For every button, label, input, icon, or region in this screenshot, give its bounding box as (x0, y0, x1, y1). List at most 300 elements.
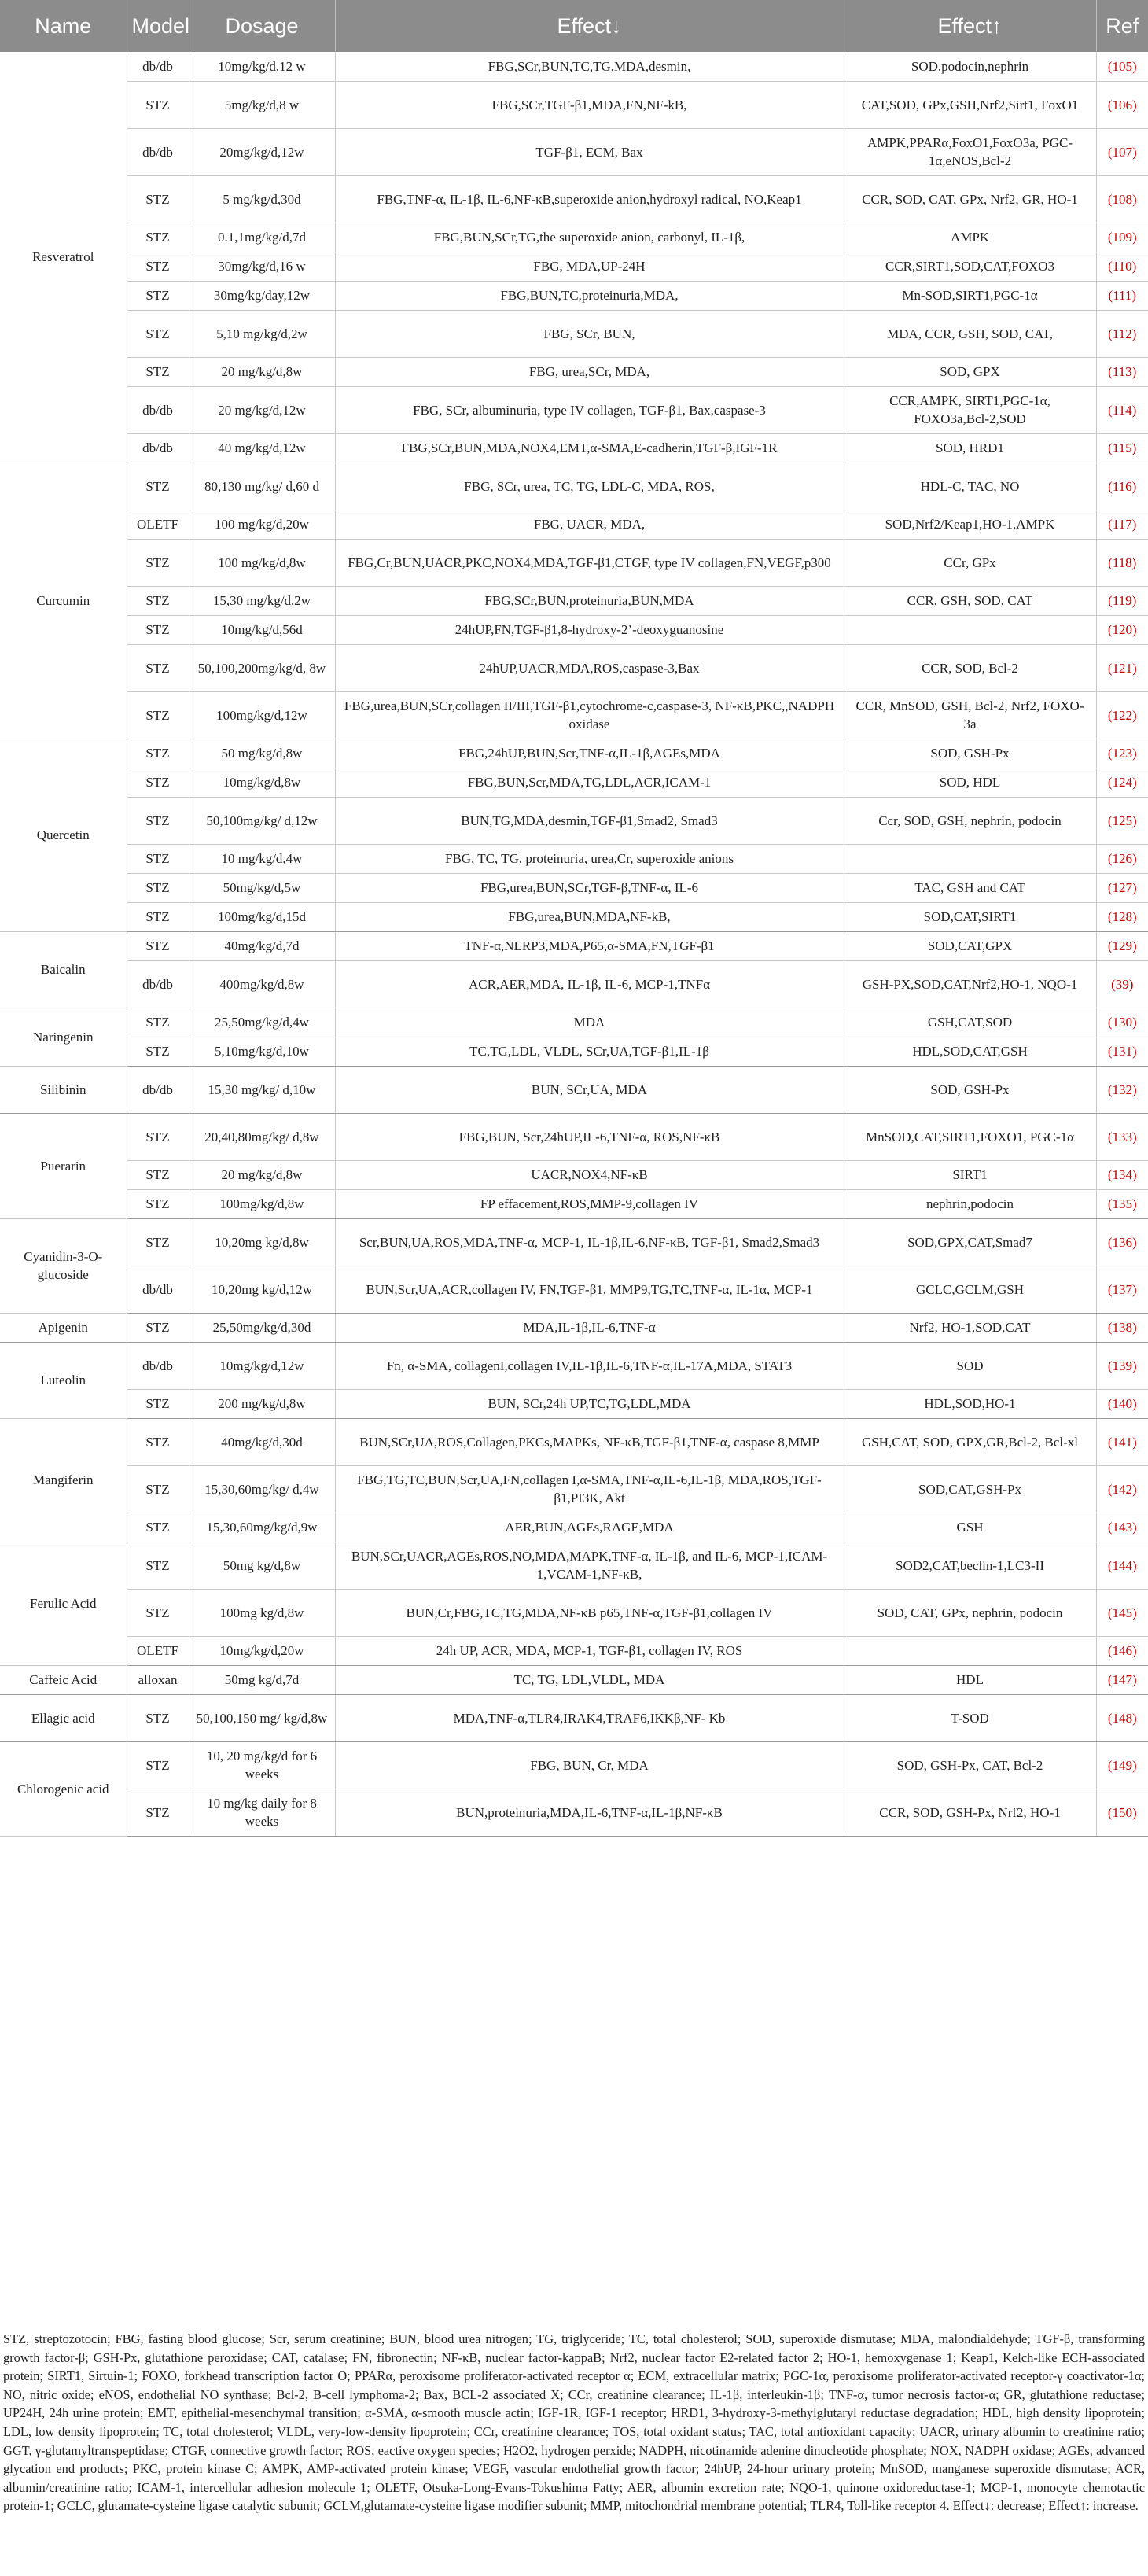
model-cell: STZ (127, 1037, 189, 1066)
table-row (0, 1465, 1148, 1513)
ref-cell: (116) (1096, 463, 1148, 510)
compound-name: Silibinin (0, 1066, 127, 1113)
effect-increase-cell (844, 615, 1096, 644)
ref-cell: (127) (1096, 873, 1148, 902)
table-row (0, 386, 1148, 433)
dosage-cell: 10mg/kg/d,12w (189, 1342, 335, 1389)
effect-decrease-cell: 24hUP,UACR,MDA,ROS,caspase-3,Bax (335, 644, 844, 691)
dosage-cell: 25,50mg/kg/d,4w (189, 1008, 335, 1037)
model-cell: STZ (127, 1218, 189, 1266)
header-effect-increase: Effect↑ (844, 0, 1096, 52)
effect-increase-cell: SOD,CAT,SIRT1 (844, 902, 1096, 931)
effect-increase-cell: CAT,SOD, GPx,GSH,Nrf2,Sirt1, FoxO1 (844, 81, 1096, 128)
effect-increase-cell: CCR, SOD, Bcl-2 (844, 644, 1096, 691)
table-row (0, 510, 1148, 539)
model-cell: STZ (127, 1189, 189, 1218)
effect-increase-cell: HDL,SOD,CAT,GSH (844, 1037, 1096, 1066)
dosage-cell: 5 mg/kg/d,30d (189, 175, 335, 223)
model-cell: STZ (127, 1694, 189, 1741)
effect-increase-cell: SOD,Nrf2/Keap1,HO-1,AMPK (844, 510, 1096, 539)
dosage-cell: 30mg/kg/d,16 w (189, 252, 335, 281)
effect-increase-cell: GCLC,GCLM,GSH (844, 1266, 1096, 1313)
ref-cell: (123) (1096, 739, 1148, 768)
dosage-cell: 5,10 mg/kg/d,2w (189, 310, 335, 357)
effect-decrease-cell: BUN,SCr,UA,ROS,Collagen,PKCs,MAPKs, NF-κB,TGF-β1,TNF-α, caspase 8,MMP (335, 1418, 844, 1465)
ref-cell: (124) (1096, 768, 1148, 797)
compound-name: Mangiferin (0, 1418, 127, 1542)
effect-increase-cell: Mn-SOD,SIRT1,PGC-1α (844, 281, 1096, 310)
compound-name: Ferulic Acid (0, 1542, 127, 1665)
table-row (0, 1066, 1148, 1113)
ref-cell: (109) (1096, 223, 1148, 252)
dosage-cell: 400mg/kg/d,8w (189, 960, 335, 1008)
compound-name: Resveratrol (0, 52, 127, 463)
dosage-cell: 0.1,1mg/kg/d,7d (189, 223, 335, 252)
ref-cell: (136) (1096, 1218, 1148, 1266)
effect-increase-cell: SOD,GPX,CAT,Smad7 (844, 1218, 1096, 1266)
dosage-cell: 40 mg/kg/d,12w (189, 433, 335, 463)
ref-cell: (140) (1096, 1389, 1148, 1418)
dosage-cell: 15,30,60mg/kg/ d,4w (189, 1465, 335, 1513)
model-cell: STZ (127, 1160, 189, 1189)
effect-decrease-cell: FBG,Cr,BUN,UACR,PKC,NOX4,MDA,TGF-β1,CTGF, type IV collagen,FN,VEGF,p300 (335, 539, 844, 586)
table-row (0, 586, 1148, 615)
dosage-cell: 15,30,60mg/kg/d,9w (189, 1513, 335, 1542)
model-cell: OLETF (127, 510, 189, 539)
dosage-cell: 5,10mg/kg/d,10w (189, 1037, 335, 1066)
table-row (0, 175, 1148, 223)
model-cell: STZ (127, 357, 189, 386)
effect-decrease-cell: FP effacement,ROS,MMP-9,collagen IV (335, 1189, 844, 1218)
table-row (0, 615, 1148, 644)
model-cell: OLETF (127, 1636, 189, 1665)
compound-name: Apigenin (0, 1313, 127, 1342)
dosage-cell: 80,130 mg/kg/ d,60 d (189, 463, 335, 510)
effect-increase-cell: nephrin,podocin (844, 1189, 1096, 1218)
ref-cell: (134) (1096, 1160, 1148, 1189)
dosage-cell: 10mg/kg/d,20w (189, 1636, 335, 1665)
dosage-cell: 30mg/kg/day,12w (189, 281, 335, 310)
ref-cell: (135) (1096, 1189, 1148, 1218)
effect-increase-cell: GSH (844, 1513, 1096, 1542)
table-row (0, 902, 1148, 931)
table-row (0, 1008, 1148, 1037)
effect-decrease-cell: FBG,BUN,SCr,TG,the superoxide anion, carbonyl, IL-1β, (335, 223, 844, 252)
effect-increase-cell (844, 844, 1096, 873)
dosage-cell: 50,100,200mg/kg/d, 8w (189, 644, 335, 691)
table-row (0, 1589, 1148, 1636)
effect-decrease-cell: Scr,BUN,UA,ROS,MDA,TNF-α, MCP-1, IL-1β,IL-6,NF-κB, TGF-β1, Smad2,Smad3 (335, 1218, 844, 1266)
table-row (0, 433, 1148, 463)
model-cell: STZ (127, 1465, 189, 1513)
effect-decrease-cell: UACR,NOX4,NF-κB (335, 1160, 844, 1189)
ref-cell: (118) (1096, 539, 1148, 586)
table-row (0, 644, 1148, 691)
effect-increase-cell: HDL (844, 1665, 1096, 1694)
table-row (0, 128, 1148, 175)
model-cell: STZ (127, 739, 189, 768)
dosage-cell: 100mg kg/d,8w (189, 1589, 335, 1636)
model-cell: STZ (127, 768, 189, 797)
dosage-cell: 10, 20 mg/kg/d for 6 weeks (189, 1741, 335, 1789)
ref-cell: (106) (1096, 81, 1148, 128)
table-row (0, 1513, 1148, 1542)
ref-cell: (119) (1096, 586, 1148, 615)
effect-decrease-cell: MDA,IL-1β,IL-6,TNF-α (335, 1313, 844, 1342)
table-row (0, 357, 1148, 386)
effect-increase-cell: CCr, GPx (844, 539, 1096, 586)
model-cell: STZ (127, 281, 189, 310)
ref-cell: (39) (1096, 960, 1148, 1008)
effect-increase-cell: SOD2,CAT,beclin-1,LC3-II (844, 1542, 1096, 1589)
table-row (0, 1113, 1148, 1160)
model-cell: db/db (127, 433, 189, 463)
effect-decrease-cell: FBG,BUN,TC,proteinuria,MDA, (335, 281, 844, 310)
effect-increase-cell: HDL,SOD,HO-1 (844, 1389, 1096, 1418)
dosage-cell: 5mg/kg/d,8 w (189, 81, 335, 128)
model-cell: db/db (127, 1266, 189, 1313)
model-cell: STZ (127, 1389, 189, 1418)
effect-decrease-cell: BUN, SCr,24h UP,TC,TG,LDL,MDA (335, 1389, 844, 1418)
model-cell: STZ (127, 644, 189, 691)
effect-decrease-cell: FBG, SCr, BUN, (335, 310, 844, 357)
model-cell: STZ (127, 691, 189, 739)
table-row (0, 1665, 1148, 1694)
table-row (0, 1741, 1148, 1789)
effect-increase-cell: TAC, GSH and CAT (844, 873, 1096, 902)
ref-cell: (141) (1096, 1418, 1148, 1465)
effect-decrease-cell: FBG,BUN,Scr,MDA,TG,LDL,ACR,ICAM-1 (335, 768, 844, 797)
effect-decrease-cell: MDA (335, 1008, 844, 1037)
dosage-cell: 50mg/kg/d,5w (189, 873, 335, 902)
effect-decrease-cell: TGF-β1, ECM, Bax (335, 128, 844, 175)
table-row (0, 931, 1148, 960)
ref-cell: (138) (1096, 1313, 1148, 1342)
effect-decrease-cell: FBG,SCr,BUN,TC,TG,MDA,desmin, (335, 52, 844, 81)
effect-increase-cell: SOD,CAT,GPX (844, 931, 1096, 960)
ref-cell: (120) (1096, 615, 1148, 644)
dosage-cell: 50 mg/kg/d,8w (189, 739, 335, 768)
dosage-cell: 10mg/kg/d,56d (189, 615, 335, 644)
table-row (0, 844, 1148, 873)
effect-decrease-cell: MDA,TNF-α,TLR4,IRAK4,TRAF6,IKKβ,NF- Kb (335, 1694, 844, 1741)
effect-decrease-cell: FBG,SCr,BUN,MDA,NOX4,EMT,α-SMA,E-cadherin,TGF-β,IGF-1R (335, 433, 844, 463)
effect-decrease-cell: ACR,AER,MDA, IL-1β, IL-6, MCP-1,TNFα (335, 960, 844, 1008)
ref-cell: (122) (1096, 691, 1148, 739)
dosage-cell: 100mg/kg/d,8w (189, 1189, 335, 1218)
header-name: Name (0, 0, 127, 52)
effect-decrease-cell: FBG, urea,SCr, MDA, (335, 357, 844, 386)
ref-cell: (128) (1096, 902, 1148, 931)
ref-cell: (147) (1096, 1665, 1148, 1694)
dosage-cell: 20mg/kg/d,12w (189, 128, 335, 175)
model-cell: db/db (127, 52, 189, 81)
effect-increase-cell: AMPK,PPARα,FoxO1,FoxO3a, PGC-1α,eNOS,Bcl-2 (844, 128, 1096, 175)
model-cell: STZ (127, 931, 189, 960)
ref-cell: (108) (1096, 175, 1148, 223)
table-row (0, 1389, 1148, 1418)
dosage-cell: 25,50mg/kg/d,30d (189, 1313, 335, 1342)
effect-decrease-cell: FBG,urea,BUN,MDA,NF-kB, (335, 902, 844, 931)
model-cell: STZ (127, 223, 189, 252)
effect-increase-cell: CCR, SOD, CAT, GPx, Nrf2, GR, HO-1 (844, 175, 1096, 223)
dosage-cell: 100mg/kg/d,15d (189, 902, 335, 931)
model-cell: db/db (127, 1066, 189, 1113)
model-cell: db/db (127, 960, 189, 1008)
ref-cell: (129) (1096, 931, 1148, 960)
compound-name: Chlorogenic acid (0, 1741, 127, 1836)
effect-increase-cell: SOD, GSH-Px (844, 739, 1096, 768)
ref-cell: (133) (1096, 1113, 1148, 1160)
table-row (0, 1160, 1148, 1189)
effect-decrease-cell: FBG, SCr, urea, TC, TG, LDL-C, MDA, ROS, (335, 463, 844, 510)
effect-decrease-cell: FBG, BUN, Cr, MDA (335, 1741, 844, 1789)
effect-increase-cell: MnSOD,CAT,SIRT1,FOXO1, PGC-1α (844, 1113, 1096, 1160)
table-row (0, 768, 1148, 797)
effect-increase-cell: GSH,CAT,SOD (844, 1008, 1096, 1037)
effect-decrease-cell: AER,BUN,AGEs,RAGE,MDA (335, 1513, 844, 1542)
ref-cell: (150) (1096, 1789, 1148, 1836)
table-row (0, 1789, 1148, 1836)
effect-decrease-cell: BUN,SCr,UACR,AGEs,ROS,NO,MDA,MAPK,TNF-α, IL-1β, and IL-6, MCP-1,ICAM-1,VCAM-1,NF-κB, (335, 1542, 844, 1589)
effect-decrease-cell: FBG, MDA,UP-24H (335, 252, 844, 281)
model-cell: STZ (127, 1789, 189, 1836)
effect-decrease-cell: FBG, UACR, MDA, (335, 510, 844, 539)
effect-increase-cell: CCR,SIRT1,SOD,CAT,FOXO3 (844, 252, 1096, 281)
table-row (0, 1037, 1148, 1066)
effect-increase-cell: SOD, GSH-Px, CAT, Bcl-2 (844, 1741, 1096, 1789)
effect-decrease-cell: TNF-α,NLRP3,MDA,P65,α-SMA,FN,TGF-β1 (335, 931, 844, 960)
table-row (0, 310, 1148, 357)
table-row (0, 1694, 1148, 1741)
ref-cell: (117) (1096, 510, 1148, 539)
table-row (0, 223, 1148, 252)
effect-decrease-cell: FBG,TNF-α, IL-1β, IL-6,NF-κB,superoxide anion,hydroxyl radical, NO,Keap1 (335, 175, 844, 223)
ref-cell: (144) (1096, 1542, 1148, 1589)
table-row (0, 252, 1148, 281)
effect-decrease-cell: 24hUP,FN,TGF-β1,8-hydroxy-2’-deoxyguanosine (335, 615, 844, 644)
dosage-cell: 10 mg/kg daily for 8 weeks (189, 1789, 335, 1836)
compound-name: Curcumin (0, 463, 127, 739)
effect-increase-cell: MDA, CCR, GSH, SOD, CAT, (844, 310, 1096, 357)
effect-decrease-cell: TC, TG, LDL,VLDL, MDA (335, 1665, 844, 1694)
table-row (0, 1542, 1148, 1589)
header-ref: Ref (1096, 0, 1148, 52)
ref-cell: (137) (1096, 1266, 1148, 1313)
table-header-row (0, 0, 1148, 52)
model-cell: alloxan (127, 1665, 189, 1694)
compound-name: Cyanidin-3-O-glucoside (0, 1218, 127, 1313)
model-cell: STZ (127, 586, 189, 615)
dosage-cell: 20 mg/kg/d,8w (189, 1160, 335, 1189)
model-cell: STZ (127, 310, 189, 357)
effect-decrease-cell: BUN,proteinuria,MDA,IL-6,TNF-α,IL-1β,NF-κB (335, 1789, 844, 1836)
model-cell: STZ (127, 81, 189, 128)
model-cell: db/db (127, 128, 189, 175)
effect-decrease-cell: BUN,Cr,FBG,TC,TG,MDA,NF-κB p65,TNF-α,TGF-β1,collagen IV (335, 1589, 844, 1636)
ref-cell: (145) (1096, 1589, 1148, 1636)
model-cell: STZ (127, 1113, 189, 1160)
table-row (0, 1218, 1148, 1266)
dosage-cell: 10mg/kg/d,12 w (189, 52, 335, 81)
model-cell: STZ (127, 902, 189, 931)
ref-cell: (130) (1096, 1008, 1148, 1037)
model-cell: STZ (127, 844, 189, 873)
effect-increase-cell: CCR, SOD, GSH-Px, Nrf2, HO-1 (844, 1789, 1096, 1836)
dosage-cell: 10mg/kg/d,8w (189, 768, 335, 797)
ref-cell: (105) (1096, 52, 1148, 81)
effect-increase-cell: CCR, GSH, SOD, CAT (844, 586, 1096, 615)
effect-increase-cell: GSH,CAT, SOD, GPX,GR,Bcl-2, Bcl-xl (844, 1418, 1096, 1465)
effect-decrease-cell: FBG,SCr,TGF-β1,MDA,FN,NF-kB, (335, 81, 844, 128)
ref-cell: (148) (1096, 1694, 1148, 1741)
compound-name: Baicalin (0, 931, 127, 1008)
dosage-cell: 40mg/kg/d,30d (189, 1418, 335, 1465)
table-row (0, 1189, 1148, 1218)
dosage-cell: 40mg/kg/d,7d (189, 931, 335, 960)
table-row (0, 281, 1148, 310)
dosage-cell: 200 mg/kg/d,8w (189, 1389, 335, 1418)
model-cell: STZ (127, 463, 189, 510)
table-row (0, 463, 1148, 510)
model-cell: STZ (127, 797, 189, 844)
ref-cell: (139) (1096, 1342, 1148, 1389)
table-row (0, 1342, 1148, 1389)
model-cell: STZ (127, 1513, 189, 1542)
effect-decrease-cell: FBG,TG,TC,BUN,Scr,UA,FN,collagen I,α-SMA,TNF-α,IL-6,IL-1β, MDA,ROS,TGF-β1,PI3K, Akt (335, 1465, 844, 1513)
dosage-cell: 15,30 mg/kg/d,2w (189, 586, 335, 615)
model-cell: db/db (127, 1342, 189, 1389)
compound-name: Quercetin (0, 739, 127, 931)
model-cell: STZ (127, 175, 189, 223)
compound-name: Naringenin (0, 1008, 127, 1066)
model-cell: STZ (127, 1008, 189, 1037)
effect-increase-cell: SOD, CAT, GPx, nephrin, podocin (844, 1589, 1096, 1636)
table-row (0, 797, 1148, 844)
ref-cell: (112) (1096, 310, 1148, 357)
effect-decrease-cell: FBG,BUN, Scr,24hUP,IL-6,TNF-α, ROS,NF-κB (335, 1113, 844, 1160)
dosage-cell: 20 mg/kg/d,12w (189, 386, 335, 433)
model-cell: STZ (127, 615, 189, 644)
dosage-cell: 100mg/kg/d,12w (189, 691, 335, 739)
effect-decrease-cell: FBG,SCr,BUN,proteinuria,BUN,MDA (335, 586, 844, 615)
ref-cell: (131) (1096, 1037, 1148, 1066)
table-footnote: STZ, streptozotocin; FBG, fasting blood glucose; Scr, serum creatinine; BUN, blood urea nitrogen; TG, triglyceride; TC, total cholesterol; SOD, superoxide dismutase; MDA, malondialdehyde; TGF-β, transforming growth factor-β; GSH-Px, glutathione peroxidase; CAT, catalase; FN, fibronectin; NF-κB, nuclear factor-kappaB; Nrf2, nuclear factor E2-related factor 2; HO-1, hemoxygenase 1; Keap1, Kelch-like ECH-associated protein; SIRT1, Sirtuin-1; FOXO, forkhead transcription factor O; PPARα, peroxisome proliferator-activated receptor α; ECM, extracellular matrix; PGC-1α, peroxisome proliferator-activated receptor-γ coactivator-1α; NO, nitric oxide; eNOS, endothelial NO synthase; Bcl-2, B-cell lymphoma-2; Bax, BCL-2 associated X; CCr, creatinine clearance; IL-1β, interleukin-1β; TNF-α, tumor necrosis factor-α; GR, glutathione reductase; UP24H, 24h urine protein; EMT, epithelial-mesenchymal transition; α-SMA, α-smooth muscle actin; IGF-1R, IGF-1 receptor; HRD1, 3-hydroxy-3-methylglutaryl reductase degradation; HDL, high density lipoprotein; LDL, low density lipoprotein; TC, total cholesterol; VLDL, very-low-density lipoprotein; CCr, creatinine clearance; TOS, total oxidant status; TAC, total antioxidant capacity; UACR, urinary albumin to creatinine ratio; GGT, γ-glutamyltranspeptidase; CTGF, connective growth factor; ROS, eactive oxygen species; H2O2, hydrogen perxide; NADPH, nicotinamide adenine dinucleotide phosphate; NOX, NADPH oxidase; AGEs, advanced glycation end products; PKC, protein kinase C; AMPK, AMP-activated protein kinase; VEGF, vascular endothelial growth factor; 24hUP, 24-hour urinary protein; MnSOD, manganese superoxide dismutase; ACR, albumin/creatinine ratio; ICAM-1, intercellular adhesion molecule 1; OLETF, Otsuka-Long-Evans-Tokushima Fatty; AER, albumin excretion rate; NQO-1, quinone oxidoreductase-1; MCP-1, monocyte chemotactic protein-1; GCLC, glutamate-cysteine ligase catalytic subunit; GCLM,glutamate-cysteine ligase modifier subunit; MMP, mitochondrial membrane potential; TLR4, Toll-like receptor 4. Effect↓: decrease; Effect↑: increase. (3, 2331, 1145, 2514)
table-row (0, 52, 1148, 81)
ref-cell: (121) (1096, 644, 1148, 691)
model-cell: STZ (127, 1418, 189, 1465)
ref-cell: (115) (1096, 433, 1148, 463)
dosage-cell: 15,30 mg/kg/ d,10w (189, 1066, 335, 1113)
model-cell: STZ (127, 873, 189, 902)
ref-cell: (114) (1096, 386, 1148, 433)
table-row (0, 1266, 1148, 1313)
compound-name: Puerarin (0, 1113, 127, 1218)
effect-decrease-cell: BUN, SCr,UA, MDA (335, 1066, 844, 1113)
dosage-cell: 10 mg/kg/d,4w (189, 844, 335, 873)
effect-increase-cell: SOD (844, 1342, 1096, 1389)
ref-cell: (143) (1096, 1513, 1148, 1542)
effect-decrease-cell: Fn, α-SMA, collagenI,collagen IV,IL-1β,IL-6,TNF-α,IL-17A,MDA, STAT3 (335, 1342, 844, 1389)
table-row (0, 1636, 1148, 1665)
effect-increase-cell: SOD,CAT,GSH-Px (844, 1465, 1096, 1513)
ref-cell: (142) (1096, 1465, 1148, 1513)
model-cell: STZ (127, 1741, 189, 1789)
dosage-cell: 100 mg/kg/d,8w (189, 539, 335, 586)
ref-cell: (146) (1096, 1636, 1148, 1665)
table-body (0, 52, 1148, 1836)
model-cell: STZ (127, 1589, 189, 1636)
effect-decrease-cell: FBG, TC, TG, proteinuria, urea,Cr, superoxide anions (335, 844, 844, 873)
effect-decrease-cell: FBG,24hUP,BUN,Scr,TNF-α,IL-1β,AGEs,MDA (335, 739, 844, 768)
dosage-cell: 10,20mg kg/d,12w (189, 1266, 335, 1313)
table-row (0, 960, 1148, 1008)
dosage-cell: 50,100,150 mg/ kg/d,8w (189, 1694, 335, 1741)
ref-cell: (111) (1096, 281, 1148, 310)
effect-decrease-cell: BUN,Scr,UA,ACR,collagen IV, FN,TGF-β1, MMP9,TG,TC,TNF-α, IL-1α, MCP-1 (335, 1266, 844, 1313)
header-effect-decrease: Effect↓ (335, 0, 844, 52)
dosage-cell: 100 mg/kg/d,20w (189, 510, 335, 539)
model-cell: STZ (127, 1313, 189, 1342)
effect-increase-cell: Ccr, SOD, GSH, nephrin, podocin (844, 797, 1096, 844)
ref-cell: (126) (1096, 844, 1148, 873)
ref-cell: (113) (1096, 357, 1148, 386)
compound-name: Caffeic Acid (0, 1665, 127, 1694)
ref-cell: (110) (1096, 252, 1148, 281)
table-row (0, 739, 1148, 768)
dosage-cell: 10,20mg kg/d,8w (189, 1218, 335, 1266)
dosage-cell: 20 mg/kg/d,8w (189, 357, 335, 386)
effect-decrease-cell: FBG, SCr, albuminuria, type IV collagen, TGF-β1, Bax,caspase-3 (335, 386, 844, 433)
header-model: Model (127, 0, 189, 52)
effect-increase-cell: CCR,AMPK, SIRT1,PGC-1α, FOXO3a,Bcl-2,SOD (844, 386, 1096, 433)
effect-decrease-cell: FBG,urea,BUN,SCr,collagen II/III,TGF-β1,cytochrome-c,caspase-3, NF-κB,PKC,,NADPH oxidase (335, 691, 844, 739)
compound-name: Ellagic acid (0, 1694, 127, 1741)
table-row (0, 691, 1148, 739)
table-row (0, 873, 1148, 902)
dosage-cell: 50,100mg/kg/ d,12w (189, 797, 335, 844)
table-row (0, 1418, 1148, 1465)
effect-decrease-cell: BUN,TG,MDA,desmin,TGF-β1,Smad2, Smad3 (335, 797, 844, 844)
ref-cell: (107) (1096, 128, 1148, 175)
model-cell: STZ (127, 1542, 189, 1589)
ref-cell: (125) (1096, 797, 1148, 844)
effect-decrease-cell: 24h UP, ACR, MDA, MCP-1, TGF-β1, collagen IV, ROS (335, 1636, 844, 1665)
effect-increase-cell: SOD, HDL (844, 768, 1096, 797)
effect-decrease-cell: TC,TG,LDL, VLDL, SCr,UA,TGF-β1,IL-1β (335, 1037, 844, 1066)
effect-increase-cell: AMPK (844, 223, 1096, 252)
effect-increase-cell: HDL-C, TAC, NO (844, 463, 1096, 510)
effect-increase-cell: SOD, GPX (844, 357, 1096, 386)
header-dosage: Dosage (189, 0, 335, 52)
effect-increase-cell: SOD,podocin,nephrin (844, 52, 1096, 81)
ref-cell: (149) (1096, 1741, 1148, 1789)
dosage-cell: 20,40,80mg/kg/ d,8w (189, 1113, 335, 1160)
compound-name: Luteolin (0, 1342, 127, 1418)
effect-increase-cell: Nrf2, HO-1,SOD,CAT (844, 1313, 1096, 1342)
effect-increase-cell (844, 1636, 1096, 1665)
effect-increase-cell: T-SOD (844, 1694, 1096, 1741)
effect-increase-cell: CCR, MnSOD, GSH, Bcl-2, Nrf2, FOXO-3a (844, 691, 1096, 739)
effect-increase-cell: SOD, GSH-Px (844, 1066, 1096, 1113)
dosage-cell: 50mg kg/d,7d (189, 1665, 335, 1694)
effect-increase-cell: SIRT1 (844, 1160, 1096, 1189)
dosage-cell: 50mg kg/d,8w (189, 1542, 335, 1589)
model-cell: db/db (127, 386, 189, 433)
effect-increase-cell: GSH-PX,SOD,CAT,Nrf2,HO-1, NQO-1 (844, 960, 1096, 1008)
table-row (0, 1313, 1148, 1342)
table-row (0, 81, 1148, 128)
